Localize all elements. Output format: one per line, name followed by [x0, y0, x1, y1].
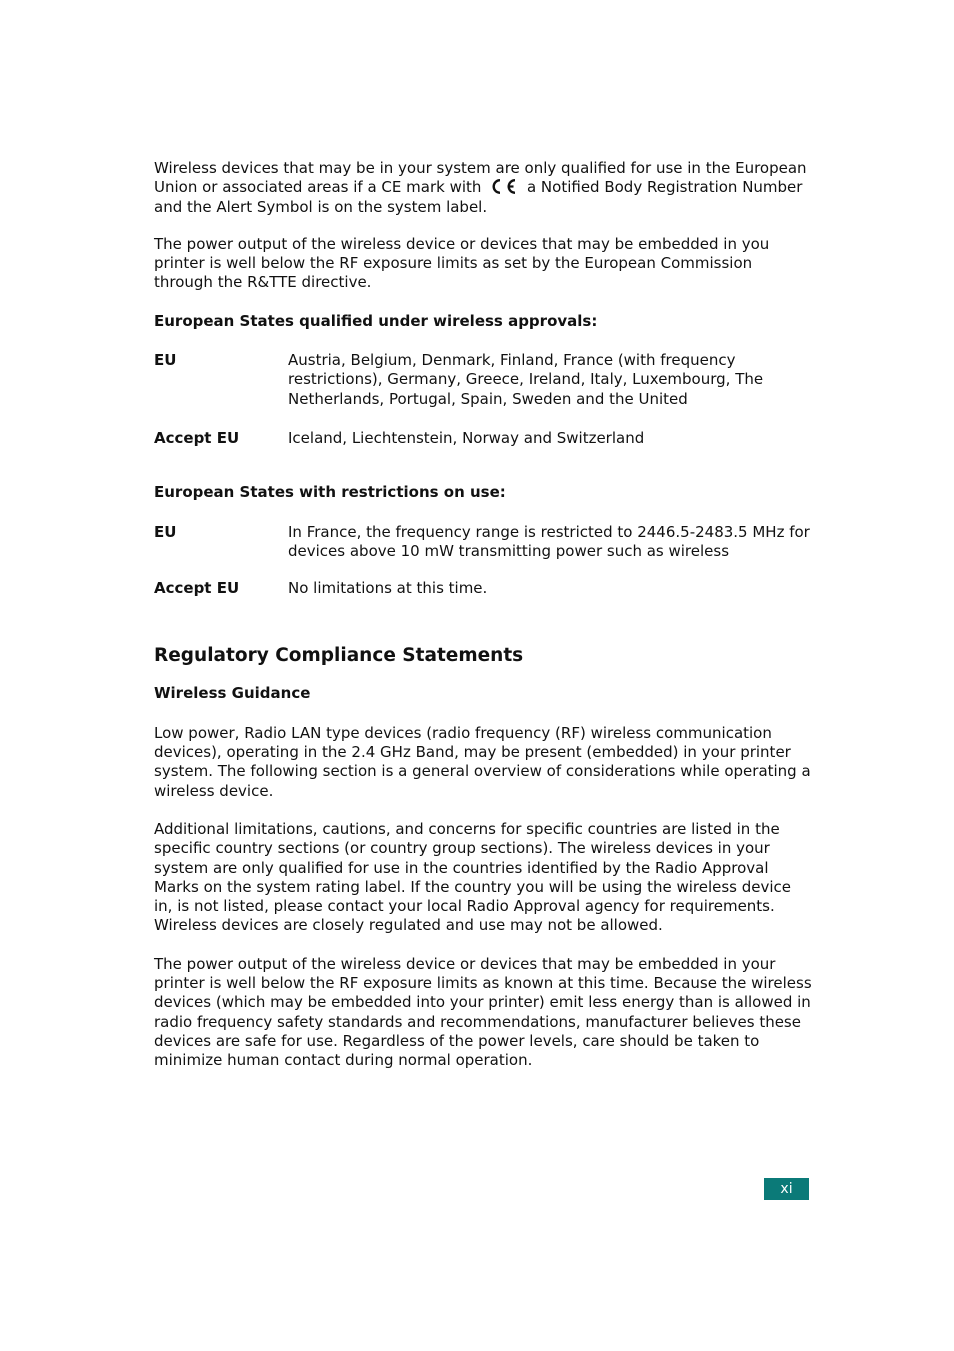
section-subtitle: Wireless Guidance — [154, 684, 311, 703]
qualified-row-eu — [154, 351, 814, 409]
guidance-paragraph: The power output of the wireless device or devices that may be embedded in your printer is well below the RF exposure limits as known at this time. Because the wireless devices (which may be embedded into your printer) emit less energy than is allowed in radio frequency safety standards and recommendations, manufacturer believes these devices are safe for use. Regardless of the power levels, care should be taken to minimize human contact during normal operation. — [154, 954, 812, 1070]
qualified-row-accept-eu — [154, 429, 814, 448]
row-label: EU — [154, 522, 177, 541]
row-label: Accept EU — [154, 428, 240, 447]
row-value: No limitations at this time. — [288, 579, 488, 598]
row-label: EU — [154, 351, 177, 370]
page-number-badge: xi — [764, 1178, 809, 1200]
guidance-paragraph: Additional limitations, cautions, and concerns for specific countries are listed in the specific country sections (or country group sections). The wireless devices in your system are only qualified for use in the countries identified by the Radio Approval Marks on the system rating label. If the country you will be using the wireless device in, is not listed, please contact your local Radio Approval agency for requirements. Wireless devices are closely regulated and use may not be allowed. — [154, 819, 792, 935]
row-label: Accept EU — [154, 579, 240, 598]
guidance-paragraph: Low power, Radio LAN type devices (radio frequency (RF) wireless communication devices), operating in the 2.4 GHz Band, may be present (embedded) in your printer system. The following section is a general overview of considerations while operating a wireless device. — [154, 723, 811, 800]
restrictions-heading: European States with restrictions on use: — [154, 483, 506, 502]
qualified-heading: European States qualified under wireless approvals: — [154, 311, 598, 330]
section-title: Regulatory Compliance Statements — [154, 645, 524, 667]
intro-paragraph-ce: Wireless devices that may be in your system are only qualified for use in the European Union or associated areas if a CE mark with a Notified Body Registration Number and the Alert Symbol is on the system label. — [154, 159, 807, 216]
row-value: Austria, Belgium, Denmark, Finland, France (with frequency restrictions), Germany, Greece, Ireland, Italy, Luxembourg, The Netherlands, Portugal, Spain, Sweden and the United — [288, 351, 764, 408]
ce-mark-icon — [488, 178, 518, 195]
intro-paragraph-power: The power output of the wireless device or devices that may be embedded in you printer is well below the RF exposure limits as set by the European Commission through the R&TTE directive. — [154, 234, 770, 292]
restrictions-row-eu — [154, 523, 814, 562]
restrictions-row-accept-eu — [154, 579, 814, 598]
row-value: In France, the frequency range is restricted to 2446.5-2483.5 MHz for devices above 10 mW transmitting power such as wireless — [288, 522, 810, 560]
row-value: Iceland, Liechtenstein, Norway and Switzerland — [288, 428, 645, 447]
page-content — [154, 159, 814, 1071]
